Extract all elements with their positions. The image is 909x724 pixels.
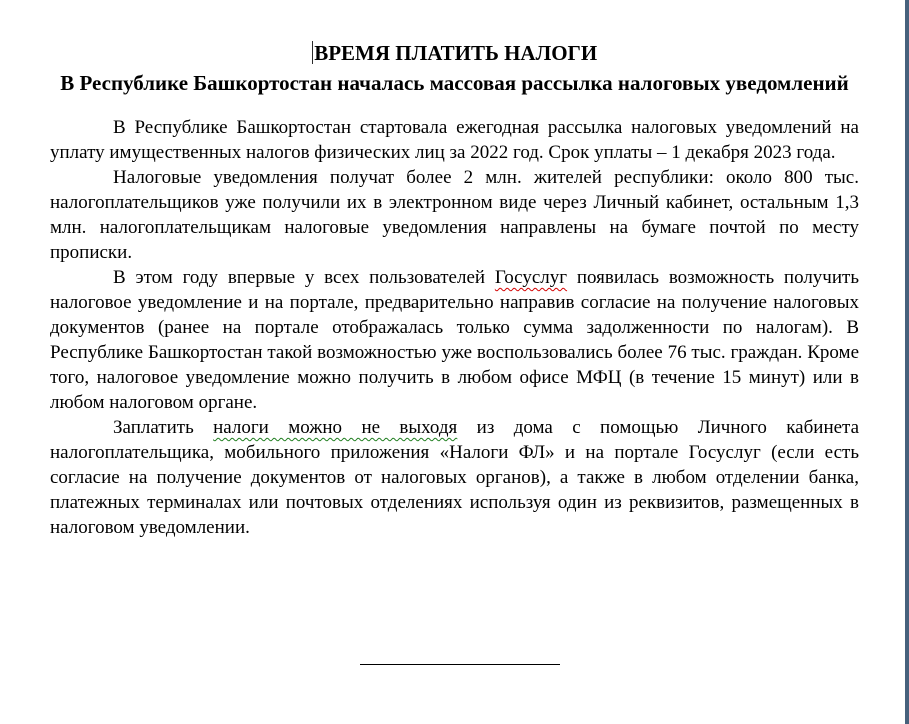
heading-subtitle-line — [50, 68, 859, 98]
heading-title-text: ВРЕМЯ ПЛАТИТЬ НАЛОГИ — [314, 41, 598, 65]
text-run: В Республике Башкортостан стартовала ежегодная рассылка налоговых уведомлений на уплату имущественных налогов физических лиц за 2022 год. Срок уплаты – 1 декабря 2023 года. — [50, 117, 859, 163]
spellcheck-marked-text: Госуслуг — [494, 267, 568, 288]
text-run: В этом году впервые у всех пользователей — [113, 267, 495, 288]
text-run: появилась возможность получить налоговое уведомление и на портале, предварительно направив согласие на получение налоговых документов (ранее на портале отображалась только сумма задолженности по налогам). В Республике Башкортостан такой возможностью уже воспользовались более 76 тыс. граждан. Кроме того, налоговое уведомление можно получить в любом офисе МФЦ (в течение 15 минут) или в любом налоговом органе. — [50, 267, 860, 413]
paragraph[interactable] — [50, 165, 859, 265]
paragraph[interactable] — [50, 115, 859, 165]
text-run: из дома с помощью Личного кабинета налогоплательщика, мобильного приложения «Налоги ФЛ» и на портале Госуслуг (если есть согласие на получение документов от налоговых органов), а также в любом отделении банка, платежных терминалах или почтовых отделениях используя один из реквизитов, размещенных в налоговом уведомлении. — [50, 417, 860, 538]
heading-title-line — [50, 38, 859, 68]
text-run: Заплатить — [113, 417, 214, 438]
text-cursor — [312, 41, 314, 64]
paragraph[interactable] — [50, 415, 859, 540]
window-right-edge — [905, 0, 909, 724]
paragraph[interactable] — [50, 265, 859, 415]
heading-subtitle-text: В Республике Башкортостан началась массовая рассылка налоговых уведомлений — [60, 71, 849, 95]
horizontal-rule — [360, 664, 560, 665]
text-run: Налоговые уведомления получат более 2 млн. жителей республики: около 800 тыс. налогоплательщиков уже получили их в электронном виде через Личный кабинет, остальным 1,3 млн. налогоплательщикам налоговые уведомления направлены на бумаге почтой по месту прописки. — [50, 167, 859, 263]
grammar-marked-text: налоги можно не выходя — [213, 417, 458, 438]
document-body[interactable] — [50, 115, 859, 540]
document-heading[interactable] — [50, 38, 859, 98]
